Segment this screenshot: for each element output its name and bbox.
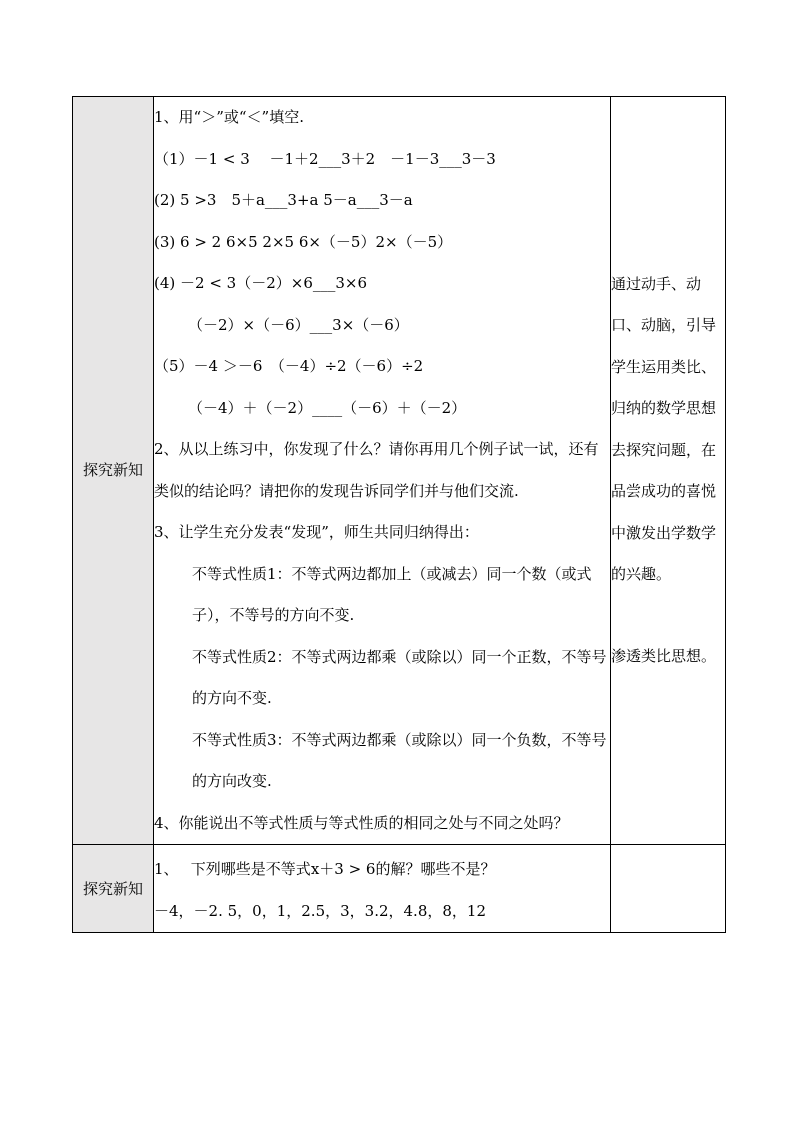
exercise-1-title: 1、用“＞”或“＜”填空. — [154, 108, 304, 126]
question-2: 2、从以上练习中，你发现了什么？请你再用几个例子试一试，还有类似的结论吗？请把你的发现告诉同学们并与他们交流. — [154, 440, 599, 500]
exercise-values: －4，－2. 5，0，1，2.5，3，3.2，4.8，8，12 — [154, 901, 486, 920]
exercise-1-item-5b: （－4）＋（－2）____（－6）＋（－2） — [188, 398, 467, 417]
property-3: 不等式性质3：不等式两边都乘（或除以）同一个负数，不等号的方向改变. — [192, 730, 607, 790]
exercise-1-item-4: (4) －2 < 3（－2）×6___3×6 — [154, 274, 368, 292]
exercise-1-item-2: (2) 5 >3 5＋a___3+a 5－a___3－a — [154, 191, 413, 209]
table-row — [73, 845, 726, 933]
notes-cell — [611, 845, 726, 933]
exercise-question: 1、 下列哪些是不等式x＋3 > 6的解？哪些不是？ — [154, 860, 496, 878]
section-label: 探究新知 — [73, 845, 154, 933]
table-row — [73, 97, 726, 845]
question-3: 3、让学生充分发表“发现”，师生共同归纳得出： — [154, 523, 479, 541]
design-note: 通过动手、动口、动脑，引导学生运用类比、归纳的数学思想去探究问题，在品尝成功的喜悦中激发出学数学的兴趣。 — [611, 274, 717, 584]
property-1: 不等式性质1：不等式两边都加上（或减去）同一个数（或式子），不等号的方向不变. — [192, 564, 592, 624]
lesson-table — [72, 96, 726, 933]
design-note-2: 渗透类比思想。 — [611, 646, 717, 665]
content-cell — [154, 845, 611, 933]
exercise-1-item-3: (3) 6 > 2 6×5 2×5 6×（－5）2×（－5） — [154, 232, 453, 251]
exercise-1-item-5: （5）－4 ＞－6 （－4）÷2（－6）÷2 — [154, 357, 424, 375]
question-4: 4、你能说出不等式性质与等式性质的相同之处与不同之处吗？ — [154, 813, 569, 832]
property-2: 不等式性质2：不等式两边都乘（或除以）同一个正数，不等号的方向不变. — [192, 647, 607, 707]
exercise-1-item-1: （1）－1 < 3 －1＋2___3＋2 －1－3___3－3 — [154, 149, 496, 168]
section-label: 探究新知 — [73, 97, 154, 845]
notes-cell — [611, 97, 726, 845]
content-cell — [154, 97, 611, 845]
exercise-1-item-4b: （－2）×（－6）___3×（－6） — [188, 315, 409, 334]
